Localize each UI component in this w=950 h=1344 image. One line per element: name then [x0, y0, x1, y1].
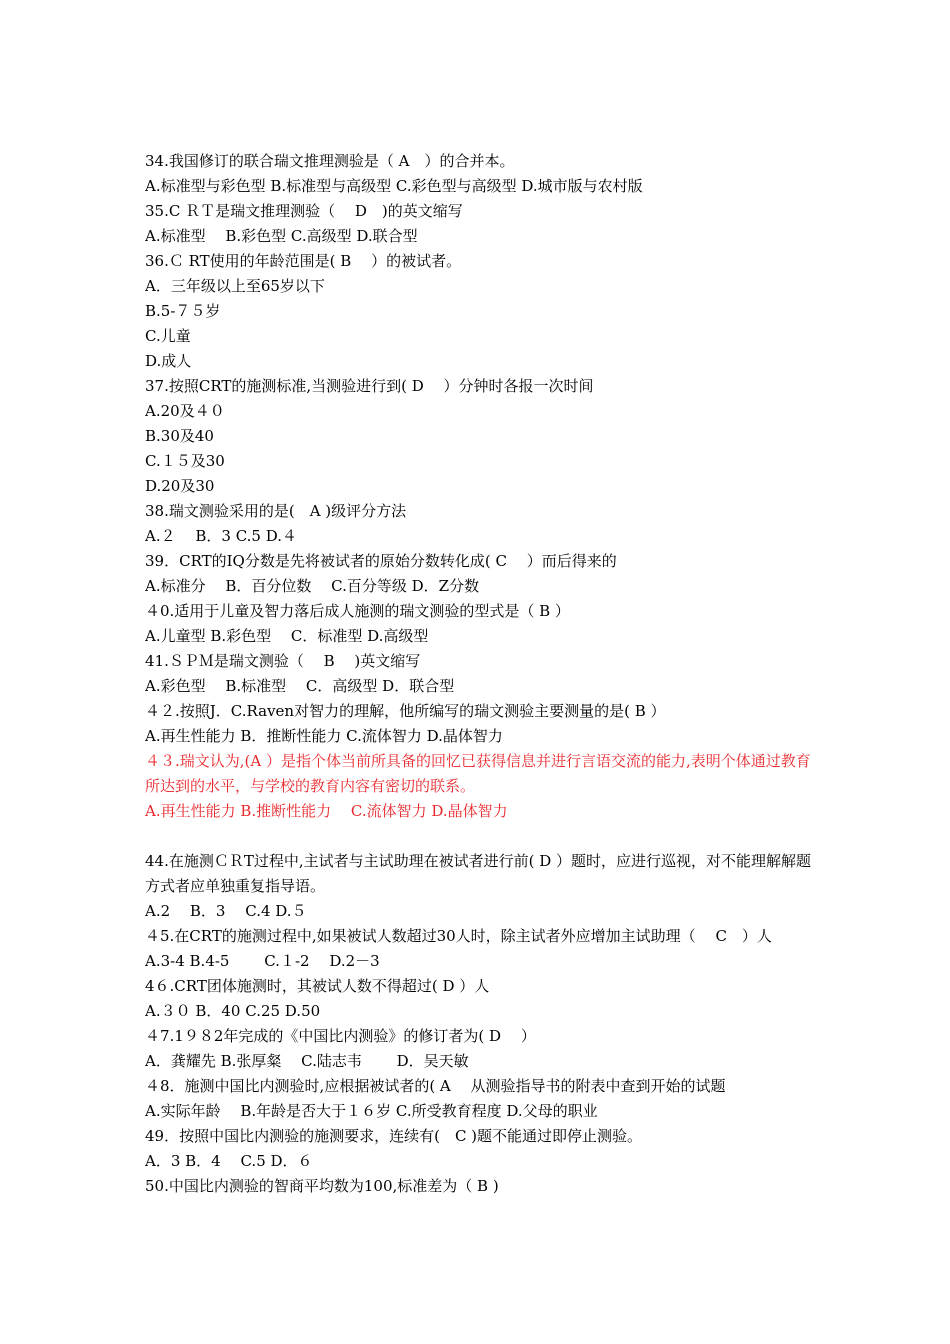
- text-line: ４２.按照J．C.Raven对智力的理解，他所编写的瑞文测验主要测量的是( B ）: [145, 702, 666, 720]
- text-line: A.再生性能力 B．推断性能力 C.流体智力 D.晶体智力: [145, 727, 503, 745]
- text-line: 38.瑞文测验采用的是( A )级评分方法: [145, 502, 407, 520]
- text-line: ４３.瑞文认为,(A ）是指个体当前所具备的回忆已获得信息并进行言语交流的能力,表明个体通过教育所达到的水平，与学校的教育内容有密切的联系。: [145, 752, 811, 795]
- blank-line: [145, 824, 815, 849]
- text-line: A.标准分 B．百分位数 C.百分等级 D．Z分数: [145, 577, 480, 595]
- text-line: 4６.CRT团体施测时，其被试人数不得超过( D ）人: [145, 977, 490, 995]
- text-line: 36.Ｃ RT使用的年龄范围是( B ）的被试者。: [145, 252, 462, 270]
- text-line: A.2 B．3 C.4 D.５: [145, 902, 307, 920]
- text-line: A.２ B．3 C.5 D.４: [145, 527, 297, 545]
- text-line: A.标准型与彩色型 B.标准型与高级型 C.彩色型与高级型 D.城市版与农村版: [145, 177, 643, 195]
- document-page: [145, 149, 815, 1199]
- text-line: D.20及30: [145, 477, 215, 495]
- text-line: 37.按照CRT的施测标准,当测验进行到( D ）分钟时各报一次时间: [145, 377, 594, 395]
- text-line: ４5.在CRT的施测过程中,如果被试人数超过30人时，除主试者外应增加主试助理（ C ）人: [145, 927, 772, 945]
- text-line: A．3 B．4 C.5 D．６: [145, 1152, 313, 1170]
- text-line: 35.C ＲＴ是瑞文推理测验（ D )的英文缩写: [145, 202, 463, 220]
- text-line: B.30及40: [145, 427, 214, 445]
- text-line: ４7.1９８2年完成的《中国比内测验》的修订者为( D ）: [145, 1027, 536, 1045]
- text-line: A.标准型 B.彩色型 C.高级型 D.联合型: [145, 227, 418, 245]
- text-line: 41.ＳＰＭ是瑞文测验（ B )英文缩写: [145, 652, 421, 670]
- text-line: 49．按照中国比内测验的施测要求，连续有( C )题不能通过即停止测验。: [145, 1127, 643, 1145]
- text-line: B.5-７５岁: [145, 302, 221, 320]
- text-line: 39．CRT的IQ分数是先将被试者的原始分数转化成( C ）而后得来的: [145, 552, 617, 570]
- text-line: A.儿童型 B.彩色型 C．标准型 D.高级型: [145, 627, 429, 645]
- text-line: A．三年级以上至65岁以下: [145, 277, 325, 295]
- text-line: ４0.适用于儿童及智力落后成人施测的瑞文测验的型式是（ B ）: [145, 602, 570, 620]
- text-line: C.儿童: [145, 327, 191, 345]
- text-line: 34.我国修订的联合瑞文推理测验是（ A ）的合并本。: [145, 152, 515, 170]
- text-line: A.彩色型 B.标准型 C．高级型 D．联合型: [145, 677, 455, 695]
- text-line: C.１５及30: [145, 452, 225, 470]
- text-line: ４8．施测中国比内测验时,应根据被试者的( A 从测验指导书的附表中查到开始的试题: [145, 1077, 726, 1095]
- text-line: A.20及４０: [145, 402, 225, 420]
- text-line: A.3-4 B.4-5 C.１-2 D.2－3: [145, 952, 380, 970]
- text-line: 44.在施测ＣＲT过程中,主试者与主试助理在被试者进行前( D ）题时，应进行巡视，对不能理解解题方式者应单独重复指导语。: [145, 852, 812, 895]
- text-line: 50.中国比内测验的智商平均数为100,标准差为（ B ): [145, 1177, 499, 1195]
- text-line: D.成人: [145, 352, 192, 370]
- text-line: A.实际年龄 B.年龄是否大于１６岁 C.所受教育程度 D.父母的职业: [145, 1102, 598, 1120]
- text-line: A.３０ B．40 C.25 D.50: [145, 1002, 321, 1020]
- text-line: A.再生性能力 B.推断性能力 C.流体智力 D.晶体智力: [145, 802, 508, 820]
- text-line: A．龚耀先 B.张厚粲 C.陆志韦 D．吴天敏: [145, 1052, 469, 1070]
